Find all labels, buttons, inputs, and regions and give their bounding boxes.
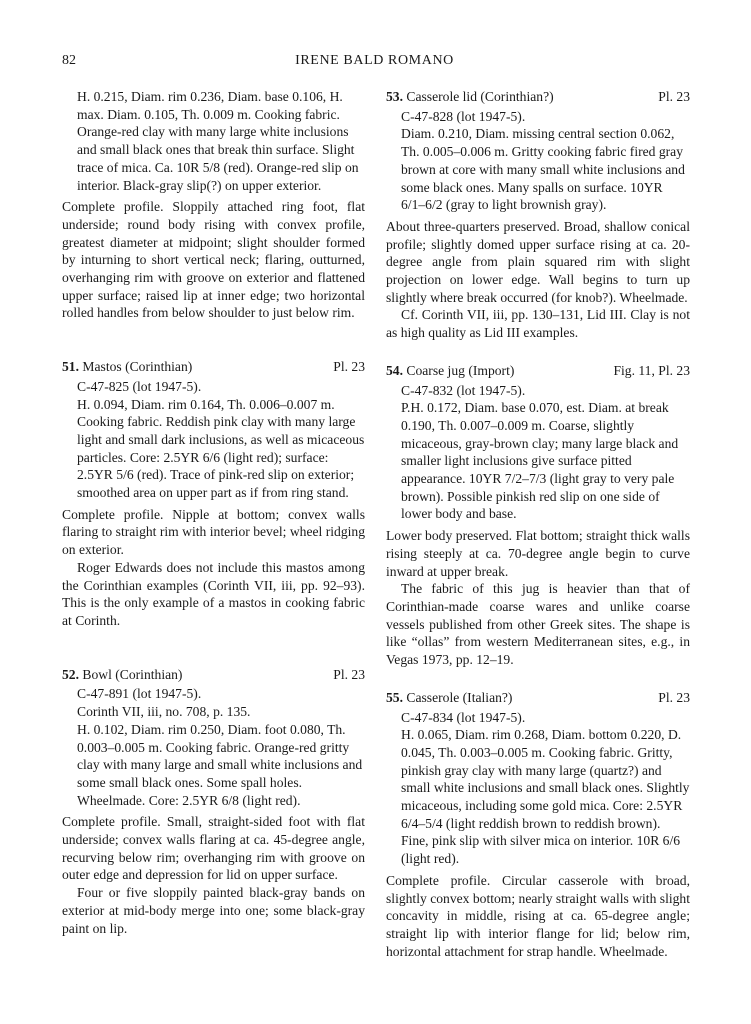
entry-data: [386, 108, 690, 214]
entry-number: 55.: [386, 689, 403, 705]
entry-plate-reference: Pl. 23: [658, 89, 690, 104]
entry-description-paragraph: Complete profile. Small, straight-sided foot with flat underside; convex walls flaring at ca. 45-degree angle, recurving below rim; overhanging rim with groove on outer edge and depression for lid on upper surface.: [62, 814, 365, 883]
catalogue-entry-52: [62, 666, 365, 938]
inventory-number: C-47-825 (lot 1947-5).: [77, 378, 202, 394]
entry-plate-reference: Pl. 23: [333, 666, 365, 682]
entry-description-paragraph: About three-quarters preserved. Broad, shallow conical profile; slightly domed upper surface rising at ca. 20-degree angle from plain squared rim with slight projection on lower edge. Wall begins to turn up slightly where break occurred (for knob?). Wheelmade.: [386, 218, 690, 305]
entry-data: [62, 88, 365, 194]
page-number: 82: [62, 53, 76, 68]
entry-description-paragraph: Lower body preserved. Flat bottom; straight thick walls rising steeply at ca. 70-degree angle begin to curve inward at upper break.: [386, 528, 690, 579]
entry-commentary-paragraph: Cf. Corinth VII, iii, pp. 130–131, Lid III. Clay is not as high quality as Lid III examples.: [386, 307, 690, 341]
entry-title: Casserole (Italian?): [406, 689, 513, 705]
entry-commentary-paragraph: Roger Edwards does not include this mastos among the Corinthian examples (Corinth VII, iii, pp. 92–93). This is the only example of a mastos in cooking fabric at Corinth.: [62, 559, 365, 628]
publication-reference: Corinth VII, iii, no. 708, p. 135.: [77, 704, 251, 720]
entry-title: Bowl (Corinthian): [82, 666, 183, 682]
entry-description-paragraph: Complete profile. Sloppily attached ring foot, flat underside; round body rising with convex profile, greatest diameter at midpoint; slight shoulder formed by inturning to short vertical neck; flaring, outturned, overhanging rim with groove on exterior and flattened upper surface; raised lip at inner edge; two horizontal rolled handles from below shoulder to just below rim.: [62, 199, 365, 321]
entry-data-line: H. 0.065, Diam. rim 0.268, Diam. bottom 0.220, D. 0.045, Th. 0.003–0.005 m. Cooking fabric. Gritty, pinkish gray clay with many large (quartz?) and small white inclusions and small black ones. Slightly micaceous, including some gold mica. Core: 2.5YR 6/4–5/4 (light reddish brown to reddish brown). Fine, pink slip with silver mica on interior. 10R 6/6 (light red).: [401, 727, 690, 867]
entry-description: [386, 218, 690, 342]
left-column: [62, 88, 365, 957]
inventory-number: C-47-834 (lot 1947-5).: [401, 709, 526, 725]
entry-title: Coarse jug (Import): [406, 362, 515, 378]
running-head-author: IRENE BALD ROMANO: [295, 53, 454, 68]
entry-heading: [62, 666, 365, 684]
entry-number: 54.: [386, 362, 403, 378]
entry-data: [386, 709, 690, 868]
entry-description: [62, 198, 365, 322]
entry-description: [386, 872, 690, 961]
entry-data-line: P.H. 0.172, Diam. base 0.070, est. Diam. at break 0.190, Th. 0.007–0.009 m. Coarse, slightly micaceous, gray-brown clay; many large black and smaller light inclusions give surface pitted appearance. 10YR 7/2–7/3 (light gray to very pale brown). Possible pinkish red slip on one side of lower body and base.: [401, 400, 679, 522]
entry-data: [386, 382, 690, 524]
entry-description-paragraph: Complete profile. Circular casserole with broad, slightly convex bottom; nearly straight walls with slight concavity in middle, rising at ca. 65-degree angle; straight lip with interior flange for lid; below rim, horizontal attachment for strap handle. Wheelmade.: [386, 872, 690, 959]
entry-data-line: H. 0.102, Diam. rim 0.250, Diam. foot 0.080, Th. 0.003–0.005 m. Cooking fabric. Orange-red gritty clay with many large and small white inclusions and some small black ones. Some spall holes. Wheelmade. Core: 2.5YR 6/8 (light red).: [77, 721, 363, 808]
entry-plate-reference: Pl. 23: [658, 689, 690, 705]
entry-description: [386, 527, 690, 669]
entry-commentary-paragraph: The fabric of this jug is heavier than that of Corinthian-made coarse wares and unlike coarse vessels published from other Greek sites. The shape is like “ollas” from western Mediterranean sites, e.g., in Vegas 1973, pp. 12–19.: [386, 581, 690, 668]
catalogue-entry-53: [386, 88, 690, 342]
right-column: [386, 88, 690, 980]
inventory-number: C-47-891 (lot 1947-5).: [77, 686, 202, 702]
catalogue-entry-54: [386, 362, 690, 669]
entry-data: [62, 685, 365, 809]
catalogue-entry-55: [386, 689, 690, 961]
entry-data-line: H. 0.215, Diam. rim 0.236, Diam. base 0.106, H. max. Diam. 0.105, Th. 0.009 m. Cooking fabric. Orange-red clay with many large white inclusions and small black ones that break thin surface. Slight trace of mica. Ca. 10R 5/8 (red). Orange-red slip on interior. Black-gray slip(?) on upper exterior.: [77, 89, 359, 193]
entry-plate-reference: Pl. 23: [333, 359, 365, 375]
entry-title: Mastos (Corinthian): [82, 359, 193, 375]
entry-number: 51.: [62, 359, 79, 375]
catalogue-entry-51: [62, 358, 365, 630]
entry-number: 53.: [386, 89, 403, 104]
inventory-number: C-47-828 (lot 1947-5).: [401, 108, 526, 124]
entry-title: Casserole lid (Corinthian?): [406, 89, 554, 104]
catalogue-entry-50-continued: [62, 88, 365, 322]
entry-description: [62, 506, 365, 630]
entry-number: 52.: [62, 666, 79, 682]
entry-description-paragraph: Complete profile. Nipple at bottom; convex walls flaring to straight rim with interior bevel; wheel ridging on exterior.: [62, 506, 365, 558]
entry-description: [62, 813, 365, 937]
entry-heading: [62, 358, 365, 376]
running-head: [62, 53, 687, 73]
entry-heading: [386, 88, 690, 106]
entry-commentary-paragraph: Four or five sloppily painted black-gray bands on exterior at mid-body merge into one; some black-gray paint on lip.: [62, 885, 365, 936]
entry-heading: [386, 362, 690, 380]
inventory-number: C-47-832 (lot 1947-5).: [401, 382, 526, 398]
entry-data: [62, 378, 365, 502]
entry-data-line: Diam. 0.210, Diam. missing central section 0.062, Th. 0.005–0.006 m. Gritty cooking fabric fired gray brown at core with many small white inclusions and some black ones. Many spalls on surface. 10YR 6/1–6/2 (gray to light brownish gray).: [401, 126, 685, 213]
entry-plate-reference: Fig. 11, Pl. 23: [613, 362, 690, 378]
entry-data-line: H. 0.094, Diam. rim 0.164, Th. 0.006–0.007 m. Cooking fabric. Reddish pink clay with many large light and small dark inclusions, as well as micaceous particles. Core: 2.5YR 6/6 (light red); surface: 2.5YR 5/6 (red). Trace of pink-red slip on exterior; smoothed area on upper part as if from ring stand.: [77, 396, 365, 501]
entry-heading: [386, 689, 690, 707]
